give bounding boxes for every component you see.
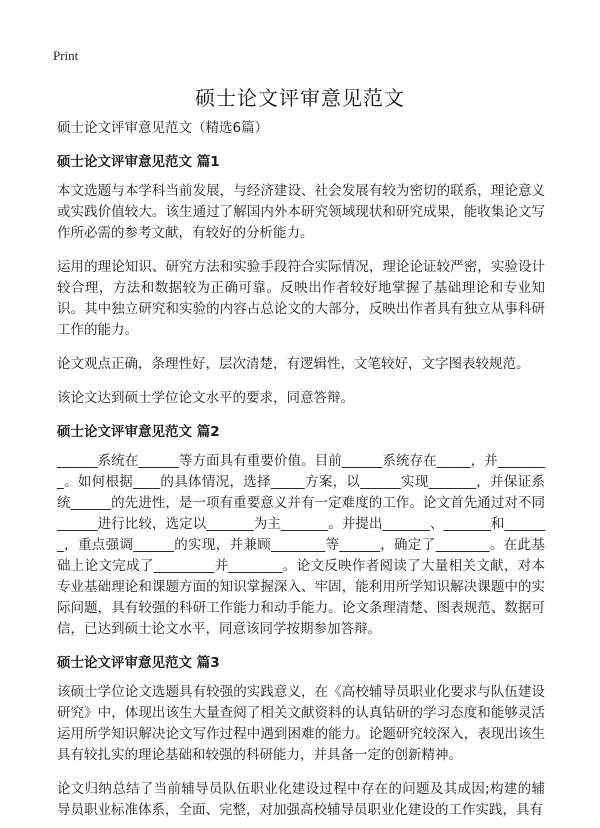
section-heading: 硕士论文评审意见范文 篇2 — [57, 424, 220, 440]
paragraph: ______系统在______等方面具有重要价值。目前______系统存在_____，并________。如何根据____的具体情况，选择_____方案，以______实现_______，并保证系统______的先进性，是一项有重要意义并有一定难度的工作。论文首先通过对不同______进行比较，选定以_______为主_______。并提出_______、_______和_______，重点强调______的实现，并兼顾________等______，确定了________。在此基础上论文完成了_________并________。论文反映作者阅读了大量相关文献，对本专业基础理论和课题方面的知识掌握深入、牢固，能利用所学知识解决课题中的实际问题，具有较强的科研工作能力和动手能力。论文条理清楚、图表规范、数据可信，已达到硕士论文水平，同意该同学按期参加答辩。 — [57, 453, 545, 637]
document-subtitle: 硕士论文评审意见范文（精选6篇） — [57, 120, 269, 136]
print-label: Print — [53, 48, 79, 63]
paragraph: 论文归纳总结了当前辅导员队伍职业化建设过程中存在的问题及其成因;构建的辅导员职业标准体系，全面、完整，对加强高校辅导员职业化建设的工作实践，具有 — [57, 781, 545, 818]
paragraph: 论文观点正确，条理性好，层次清楚，有逻辑性，文笔较好，文字图表较规范。 — [57, 356, 530, 372]
section-1 — [57, 152, 545, 409]
section-heading: 硕士论文评审意见范文 篇3 — [57, 655, 220, 671]
page-title: 硕士论文评审意见范文 — [195, 86, 405, 110]
section-2 — [57, 422, 545, 640]
paragraph: 运用的理论知识、研究方法和实验手段符合实际情况，理论论证较严密，实验设计较合理，方法和数据较为正确可靠。反映出作者较好地掌握了基础理论和专业知识。其中独立研究和实验的内容占总论文的大部分，反映出作者具有独立从事科研工作的能力。 — [57, 259, 545, 338]
paragraph: 本文选题与本学科当前发展，与经济建设、社会发展有较为密切的联系，理论意义或实践价值较大。该生通过了解国内外本研究领域现状和研究成果，能收集论文写作所必需的参考文献，有较好的分析能力。 — [57, 183, 545, 241]
section-heading: 硕士论文评审意见范文 篇1 — [57, 154, 220, 170]
document-body — [57, 118, 545, 828]
paragraph: 该硕士学位论文选题具有较强的实践意义，在《高校辅导员职业化要求与队伍建设研究》中，体现出该生大量查阅了相关文献资料的认真钻研的学习态度和能够灵活运用所学知识解决论文写作过程中遇到困难的能力。论题研究较深入，表现出该生具有较扎实的理论基础和较强的科研能力，并具备一定的创新精神。 — [57, 684, 545, 763]
section-3 — [57, 653, 545, 821]
paragraph: 该论文达到硕士学位论文水平的要求，同意答辩。 — [57, 390, 354, 406]
